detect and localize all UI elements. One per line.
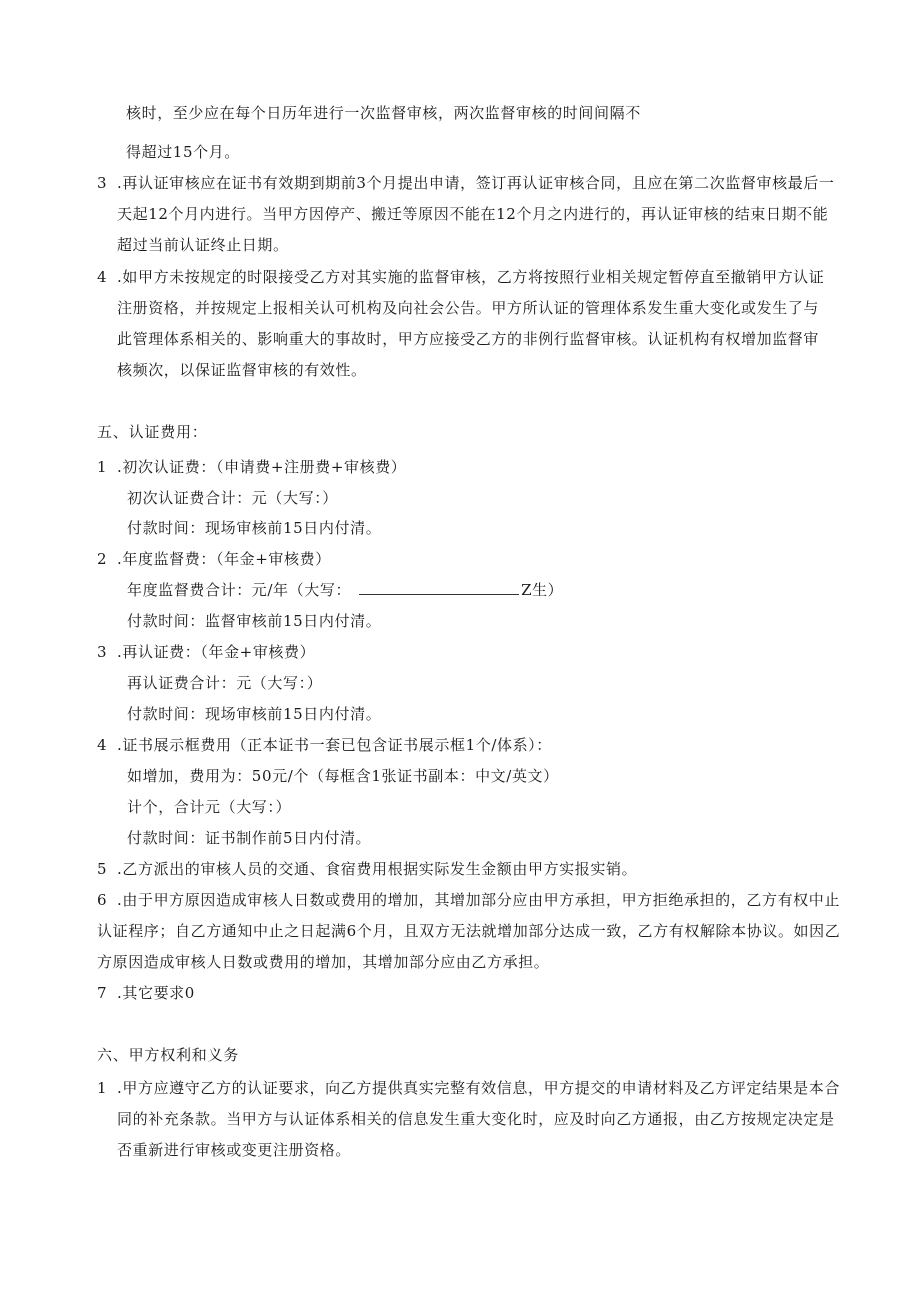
fee-payment-time: 付款时间：证书制作前5日内付清。 [127,829,372,847]
item-number: 3 [97,174,107,192]
paragraph-line: .甲方应遵守乙方的认证要求，向乙方提供真实完整有效信息，甲方提交的申请材料及乙方评定结果是本合 [117,1079,840,1097]
fee-payment-time: 付款时间：监督审核前15日内付清。 [127,612,382,630]
paragraph-line: .乙方派出的审核人员的交通、食宿费用根据实际发生金额由甲方实报实销。 [117,860,638,878]
item-number: 4 [97,736,107,754]
fee-total: 初次认证费合计：元（大写：） [127,489,338,507]
paragraph-line: 否重新进行审核或变更注册资格。 [117,1141,352,1159]
fee-payment-time: 付款时间：现场审核前15日内付清。 [127,705,382,723]
paragraph-line: .如甲方未按规定的时限接受乙方对其实施的监督审核，乙方将按照行业相关规定暂停直至撤销甲方认证 [117,268,825,286]
paragraph-line: 核频次，以保证监督审核的有效性。 [117,361,367,379]
fee-detail: 如增加，费用为：50元/个（每框含1张证书副本：中文/英文） [127,767,559,785]
paragraph-line: 注册资格，并按规定上报相关认可机构及向社会公告。甲方所认证的管理体系发生重大变化或发生了与 [117,299,820,317]
fee-title: .再认证费：（年金+审核费） [117,643,316,661]
paragraph-line: .再认证审核应在证书有效期到期前3个月提出申请，签订再认证审核合同，且应在第二次监督审核最后一 [117,174,835,192]
continuation-line: 核时，至少应在每个日历年进行一次监督审核，两次监督审核的时间间隔不 [126,104,641,122]
fee-total: 计个，合计元（大写：） [127,798,292,816]
item-number: 5 [97,860,107,878]
paragraph-line: .由于甲方原因造成审核人日数或费用的增加，其增加部分应由甲方承担，甲方拒绝承担的，乙方有权中止 [117,891,840,909]
blank-fill-line [359,580,519,595]
item-number: 4 [97,268,107,286]
continuation-line: 得超过15个月。 [126,143,240,161]
section-heading: 五、认证费用： [97,423,208,441]
item-number: 6 [97,891,107,909]
item-number: 7 [97,984,107,1002]
fee-title: .年度监督费：（年金+审核费） [117,550,331,568]
item-number: 3 [97,643,107,661]
item-number: 1 [97,1079,107,1097]
paragraph-line: 方原因造成审核人日数或费用的增加，其增加部分应由乙方承担。 [97,953,550,971]
fee-title: .证书展示框费用（正本证书一套已包含证书展示框1个/体系）： [117,736,552,754]
fee-payment-time: 付款时间：现场审核前15日内付清。 [127,519,382,537]
fee-total: 再认证费合计：元（大写：） [127,674,323,692]
fee-total-suffix: Z生） [521,581,564,599]
section-heading: 六、甲方权利和义务 [97,1046,240,1064]
paragraph-line: 超过当前认证终止日期。 [117,236,289,254]
paragraph-line: 此管理体系相关的、影响重大的事故时，甲方应接受乙方的非例行监督审核。认证机构有权增加监督审 [117,330,820,348]
paragraph-line: 天起12个月内进行。当甲方因停产、搬迁等原因不能在12个月之内进行的，再认证审核的结束日期不能 [117,205,829,223]
paragraph-line: 认证程序；自乙方通知中止之日起满6个月，且双方无法就增加部分达成一致，乙方有权解除本协议。如因乙 [97,922,841,940]
item-number: 1 [97,458,107,476]
fee-total-prefix: 年度监督费合计：元/年（大写： [127,581,352,599]
item-number: 2 [97,550,107,568]
fee-title: .初次认证费：（申请费+注册费+审核费） [117,458,407,476]
paragraph-line: .其它要求0 [117,984,195,1002]
paragraph-line: 同的补充条款。当甲方与认证体系相关的信息发生重大变化时，应及时向乙方通报，由乙方按规定决定是 [117,1110,835,1128]
fee-total [127,580,563,600]
